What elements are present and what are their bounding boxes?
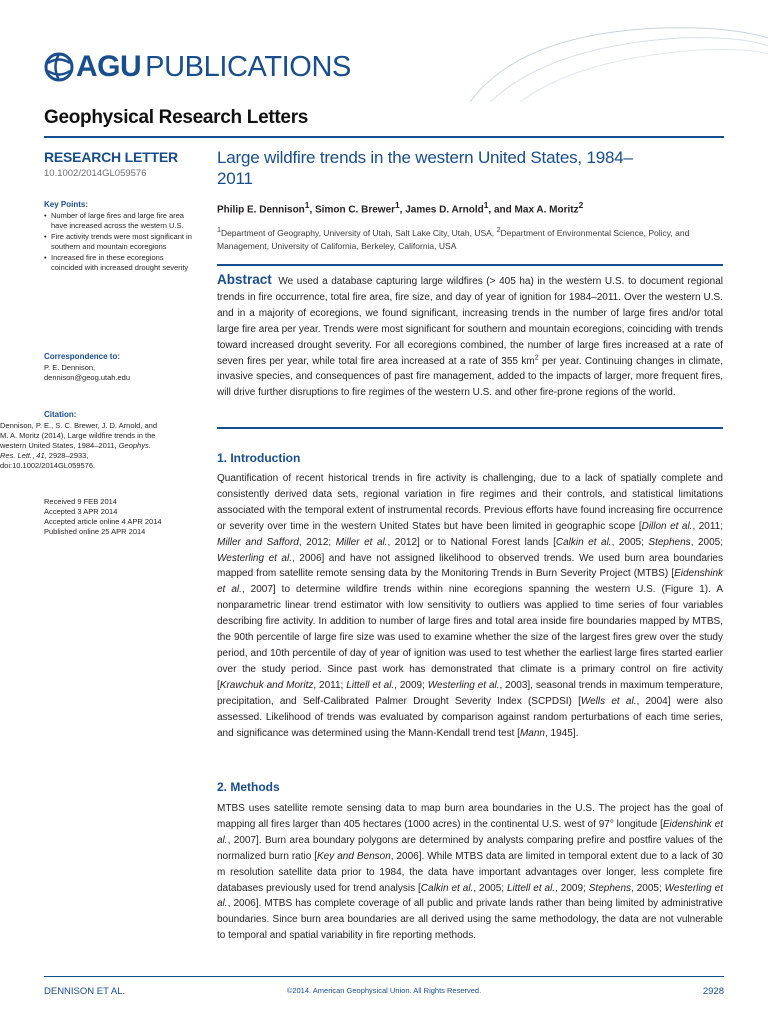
logo-publications-text: PUBLICATIONS bbox=[145, 51, 351, 83]
citation-heading: Citation: bbox=[44, 410, 77, 419]
article-type: RESEARCH LETTER bbox=[44, 149, 178, 165]
citation-ref[interactable]: Miller and Safford bbox=[217, 536, 299, 548]
correspondence-email[interactable]: dennison@geog.utah.edu bbox=[44, 373, 131, 382]
citation-ref[interactable]: Stephens bbox=[588, 882, 632, 894]
history-dates bbox=[44, 497, 194, 537]
introduction-heading: 1. Introduction bbox=[217, 451, 301, 465]
paragraph bbox=[217, 801, 723, 944]
methods-heading: 2. Methods bbox=[217, 780, 280, 794]
introduction-body bbox=[217, 471, 723, 741]
paragraph bbox=[217, 471, 723, 741]
affiliation: Department of Geography, University of Utah, Salt Lake City, Utah, USA, bbox=[220, 227, 497, 238]
citation-ref[interactable]: Calkin et al. bbox=[555, 536, 612, 548]
text: , 2009; bbox=[555, 882, 589, 894]
citation-ref[interactable]: Westerling et al. bbox=[217, 882, 723, 910]
citation-pages-doi: 2928–2933, doi:10.1002/2014GL059576. bbox=[0, 451, 96, 470]
citation-volume: 41 bbox=[36, 451, 45, 460]
received-date: Received 9 FEB 2014 bbox=[44, 497, 117, 506]
text: , 2006] and have not assigned likelihood to observed trends. We used burn area boundaries mapped from satellite remote sensing data by the Monitoring Trends in Burn Severity Project (MTBS) [ bbox=[217, 552, 723, 580]
text: , 2011; bbox=[313, 679, 347, 691]
text: , 2006]. While MTBS data are limited in temporal extent due to a lack of 30 m resolution satellite data prior to 1984, the data have important advantages over longer, less complete fire databases previously used for trend analysis [ bbox=[217, 850, 723, 894]
text: , 2006]. MTBS has complete coverage of all public and private lands rather than being limited by administrative boundaries. Since burn area boundaries are all derived using the same methodology, the data are not vulnerable to temporal and spatial variability in fire reporting methods. bbox=[217, 898, 723, 942]
citation-ref[interactable]: Littell et al. bbox=[506, 882, 556, 894]
citation-ref[interactable]: Key and Benson bbox=[317, 850, 391, 862]
key-point: • Increased fire in these ecoregions coincided with increased drought severity bbox=[44, 253, 194, 273]
accepted-online-date: Accepted article online 4 APR 2014 bbox=[44, 517, 162, 526]
affiliation: Department of Environmental Science, Policy, and Management, University of California, Berkeley, California, USA bbox=[217, 227, 690, 251]
citation-ref[interactable]: Mann bbox=[519, 727, 545, 739]
author: James D. Arnold bbox=[405, 204, 484, 216]
abstract-heading: Abstract bbox=[217, 272, 272, 287]
abstract-text: We used a database capturing large wildfires (> 405 ha) in the western U.S. to document regional trends in fire occurrence, total fire area, fire size, and day of year of ignition for 1984–2011. Over the western U.S. and in a majority of ecoregions, we found significant, increasing trends in the number of large fires and/or total large fire area per year. Trends were most significant for southern and mountain ecoregions, coinciding with trends toward increased drought severity. For all ecoregions combined, the number of large fires increased at a rate of seven fires per year, while total fire area increased at a rate of 355 km bbox=[217, 276, 724, 367]
abstract-bottom-rule bbox=[217, 427, 723, 429]
citation-ref[interactable]: Eidenshink et al. bbox=[217, 818, 723, 846]
text: , 2011; bbox=[692, 520, 723, 532]
citation-ref[interactable]: Westerling et al. bbox=[427, 679, 500, 691]
text: , 2005; bbox=[631, 882, 665, 894]
header-rule bbox=[44, 136, 724, 138]
separator: , bbox=[309, 204, 315, 216]
citation-ref[interactable]: Dillon et al. bbox=[641, 520, 693, 532]
methods-body bbox=[217, 801, 723, 944]
citation: Dennison, P. E., S. C. Brewer, J. D. Arnold, and M. A. Moritz (2014), Large wildfire trends in the western United States, 1984–2011, Geophys. Res. Lett., 41, 2928–2933, doi:10.1002/2014GL059576. bbox=[0, 421, 158, 470]
author: Max A. Moritz bbox=[514, 204, 579, 216]
correspondence bbox=[44, 363, 194, 383]
abstract-top-rule bbox=[217, 264, 723, 266]
affiliation-marker: 1 bbox=[304, 200, 310, 210]
citation-ref[interactable]: Wells et al. bbox=[580, 695, 637, 707]
text: , 2005; bbox=[473, 882, 507, 894]
text: Quantification of recent historical trends in fire activity is challenging, due to a lack of spatially complete and consistently derived data sets, regional variation in fire regimes and their controls, and statistical limitations associated with the temporal extent of instrumental records. Previous efforts have found increasing fire occurrence or severity over time in the western United States but have been limited in geographic scope [ bbox=[217, 473, 723, 532]
published-date: Published online 25 APR 2014 bbox=[44, 527, 146, 536]
agu-publications-logo bbox=[44, 49, 351, 85]
doi[interactable]: 10.1002/2014GL059576 bbox=[44, 168, 147, 179]
affiliation-marker: 1 bbox=[217, 226, 221, 234]
text: , 2007] to determine wildfire trends within nine ecoregions spanning the western U.S. (Figure 1). A nonparametric linear trend estimator with low sensitivity to outliers was applied to time series of four variables describing fire activity. In addition to number of large fires and total area inside fire boundaries mapped by MTBS, the 90th percentile of large fire size was used to examine whether the size of the largest fires grew over the study period, and 10th percentile of day of year of ignition was used to test whether the earliest large fires started earlier over the study period. Since past work has demonstrated that climate is a primary control on fire activity [ bbox=[217, 584, 723, 691]
article-title: Large wildfire trends in the western United States, 1984–2011 bbox=[217, 148, 633, 188]
separator: , and bbox=[488, 204, 515, 216]
superscript: 2 bbox=[534, 354, 539, 362]
footer-rule bbox=[44, 976, 724, 977]
correspondence-name: P. E. Dennison, bbox=[44, 363, 96, 372]
affiliation-marker: 1 bbox=[483, 200, 489, 210]
text: , 2007]. Burn area boundary polygons are determined by analysts comparing prefire and postfire values of the normalized burn ratio [ bbox=[217, 834, 723, 862]
text: , 2003], seasonal trends in maximum temperature, precipitation, and Self-Calibrated Palmer Drought Severity Index (SCPDSI) [ bbox=[217, 679, 724, 707]
citation-ref[interactable]: Westerling et al. bbox=[217, 552, 292, 564]
citation-ref[interactable]: Calkin et al. bbox=[420, 882, 474, 894]
citation-text: Dennison, P. E., S. C. Brewer, J. D. Arnold, and M. A. Moritz (2014), Large wildfire trends in the western United States, 1984–2011, bbox=[0, 421, 158, 450]
citation-ref[interactable]: Krawchuk and Moritz bbox=[219, 679, 314, 691]
footer-authors: DENNISON ET AL. bbox=[44, 986, 126, 997]
text: , 2012; bbox=[298, 536, 336, 548]
agu-globe-icon bbox=[44, 52, 74, 82]
logo-agu-text: AGU bbox=[76, 50, 142, 83]
author: Simon C. Brewer bbox=[315, 204, 396, 216]
key-point: • Fire activity trends were most significant in southern and mountain ecoregions bbox=[44, 232, 194, 252]
affiliation-marker: 2 bbox=[496, 226, 501, 234]
separator: , bbox=[399, 204, 406, 216]
abstract-text: per year. Continuing changes in climate, invasive species, and consequences of past fire management, added to the impacts of larger, more frequent fires, will drive further disruptions to fire regimes of the western U.S. and other fire-prone regions of the world. bbox=[217, 355, 723, 399]
text: , 2005; bbox=[690, 536, 724, 548]
author: Philip E. Dennison bbox=[217, 204, 305, 216]
journal-title: Geophysical Research Letters bbox=[44, 107, 309, 128]
key-point: • Number of large fires and large fire area have increased across the western U.S. bbox=[44, 211, 194, 231]
citation-journal: Geophys. Res. Lett. bbox=[0, 441, 151, 460]
swoosh-graphic bbox=[430, 24, 768, 102]
key-points-heading: Key Points: bbox=[44, 200, 89, 209]
affiliation-marker: 1 bbox=[395, 200, 400, 210]
author-list bbox=[217, 200, 723, 215]
affiliations bbox=[217, 224, 723, 253]
correspondence-heading: Correspondence to: bbox=[44, 352, 121, 361]
citation-ref[interactable]: Eidenshink et al. bbox=[217, 568, 723, 596]
text: , 1945]. bbox=[544, 727, 579, 739]
text: , 2009; bbox=[394, 679, 428, 691]
text: , 2005; bbox=[611, 536, 649, 548]
key-points-list bbox=[44, 211, 194, 274]
citation-ref[interactable]: Littell et al. bbox=[346, 679, 395, 691]
text: MTBS uses satellite remote sensing data to map burn area boundaries in the U.S. The project has the goal of mapping all fires larger than 405 hectares (1000 acres) in the continental U.S. west of 97° longitude [ bbox=[217, 803, 723, 830]
page-number: 2928 bbox=[702, 986, 724, 997]
citation-ref[interactable]: Stephens bbox=[648, 536, 691, 548]
text: , 2012] or to National Forest lands [ bbox=[387, 536, 556, 548]
affiliation-marker: 2 bbox=[578, 200, 584, 210]
citation-ref[interactable]: Miller et al. bbox=[335, 536, 388, 548]
accepted-date: Accepted 3 APR 2014 bbox=[44, 507, 118, 516]
abstract bbox=[217, 272, 723, 401]
text: , 2004] were also assessed. Likelihood of trends was evaluated by comparison against random perturbations of each time series, and significance was determined using the Mann-Kendall trend test [ bbox=[217, 695, 723, 739]
footer-copyright: ©2014. American Geophysical Union. All Rights Reserved. bbox=[286, 986, 482, 995]
